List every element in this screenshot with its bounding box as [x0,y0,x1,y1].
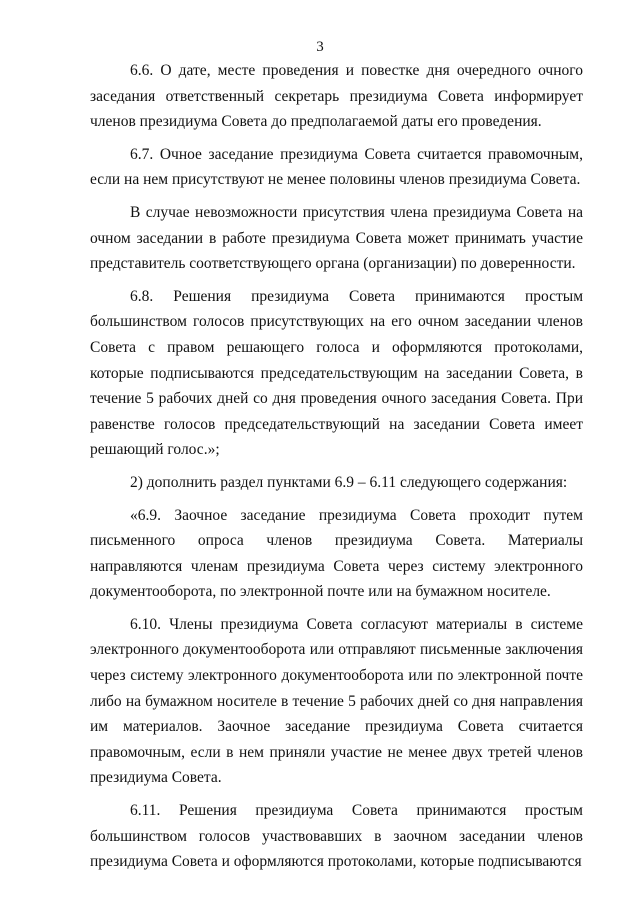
page-number: 3 [316,39,324,55]
paragraph-6-7: 6.7. Очное заседание президиума Совета считается правомочным, если на нем присутствуют не менее половины членов президиума Совета. [90,145,583,189]
paragraph-representative: В случае невозможности присутствия члена президиума Совета на очном заседании в работе президиума Совета может принимать участие представитель соответствующего органа (организации) по доверенности. [90,203,583,273]
paragraph-6-11: 6.11. Решения президиума Совета принимаются простым большинством голосов участвовавших в заочном заседании членов президиума Совета и оформляются протоколами, которые подписываются [90,802,583,871]
document-body [90,58,583,882]
paragraph-6-10: 6.10. Члены президиума Совета согласуют материалы в системе электронного документооборота или отправляют письменные заключения через систему электронного документооборота или по электронной почте либо на бумажном носителе в течение 5 рабочих дней со дня направления им материалов. Заочное заседание президиума Совета считается правомочным, если в нем приняли участие не менее двух третей членов президиума Совета. [90,615,583,787]
paragraph-6-8: 6.8. Решения президиума Совета принимаются простым большинством голосов присутствующих на его очном заседании членов Совета с правом решающего голоса и оформляются протоколами, которые подписываются председательствующим на заседании Совета, в течение 5 рабочих дней со дня проведения очного заседания Совета. При равенстве голосов председательствующий на заседании Совета имеет решающий голос.»; [90,287,583,459]
paragraph-6-9: «6.9. Заочное заседание президиума Совета проходит путем письменного опроса членов президиума Совета. Материалы направляются членам президиума Совета через систему электронного документооборота, по электронной почте или на бумажном носителе. [90,506,583,601]
paragraph-6-6: 6.6. О дате, месте проведения и повестке дня очередного очного заседания ответственный секретарь президиума Совета информирует членов президиума Совета до предполагаемой даты его проведения. [90,62,583,131]
paragraph-amendment-2: 2) дополнить раздел пунктами 6.9 – 6.11 следующего содержания: [130,473,568,491]
